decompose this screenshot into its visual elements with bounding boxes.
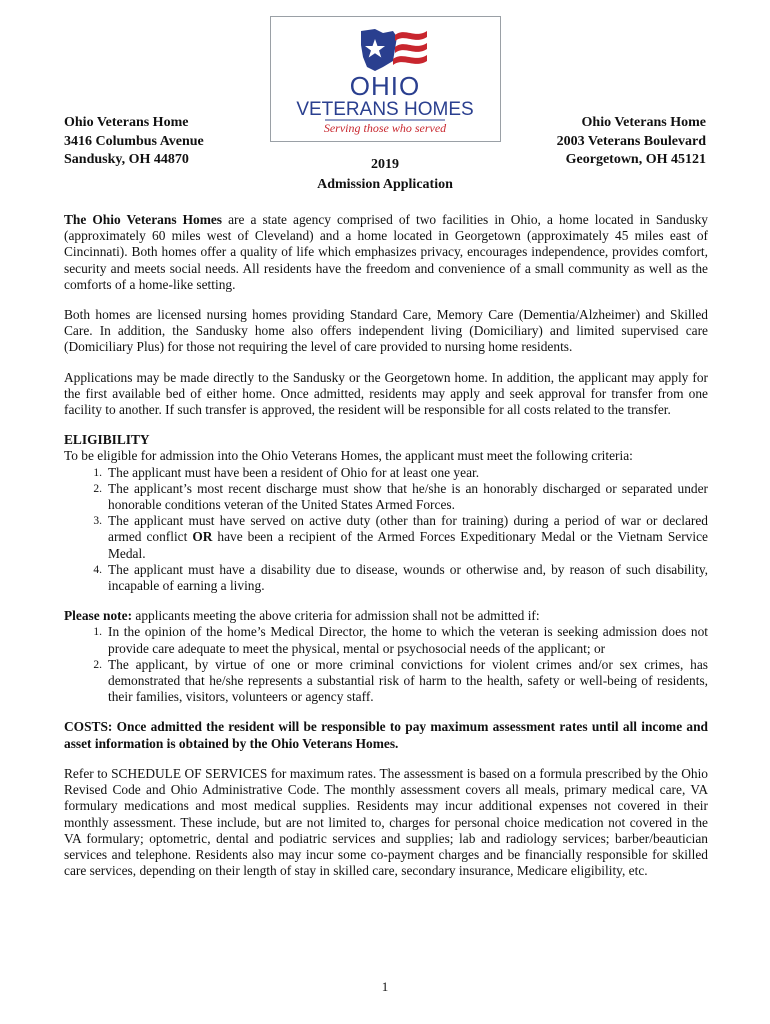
costs-heading: COSTS: Once admitted the resident will be responsible to pay maximum assessment rates until all income and asset information is obtained by the Ohio Veterans Homes. xyxy=(64,719,708,751)
eligibility-intro: To be eligible for admission into the Ohio Veterans Homes, the applicant must meet the following criteria: xyxy=(64,448,633,464)
eligibility-section xyxy=(64,432,708,594)
logo-tagline: Serving those who served xyxy=(323,121,447,135)
list-text: The applicant must have a disability due to disease, wounds or otherwise and, by reason of such disability, incapable of earning a living. xyxy=(108,561,708,594)
page-number: 1 xyxy=(381,979,389,994)
list-item xyxy=(64,657,708,706)
list-text: have been a recipient of the Armed Forces Expeditionary Medal or the Vietnam Service Medal. xyxy=(108,529,708,561)
logo-graphic xyxy=(271,17,499,140)
list-number: 2. xyxy=(93,482,102,495)
address-line: Sandusky, OH 44870 xyxy=(64,152,189,167)
address-line: Ohio Veterans Home xyxy=(581,115,706,130)
logo-line1: OHIO xyxy=(349,71,421,101)
ohio-veterans-homes-logo xyxy=(270,16,501,142)
exclusion-list xyxy=(64,624,708,705)
costs-paragraph: Refer to SCHEDULE OF SERVICES for maximum rates. The assessment is based on a formula prescribed by the Ohio Revised Code and Ohio Administrative Code. The monthly assessment covers all meals, primary medical care, VA formulary medications and most medical supplies. Residents may incur additional expenses not covered in their monthly assessment. These include, but are not limited to, charges for personal choice medication not covered in the VA formulary; optometric, dental and podiatric services and supplies; lab and radiology services; barber/beautician services and telephone. Residents also may incur some co-payment charges and be financially responsible for skilled care services, depending on their length of stay in skilled care, secondary insurance, Medicare eligibility, etc. xyxy=(64,765,708,879)
list-item xyxy=(64,465,708,481)
list-text: The applicant, by virtue of one or more criminal convictions for violent crimes and/or sex crimes, has demonstrated that he/she represents a substantial risk of harm to the health, safety or well-being of residents, their families, visitors, volunteers or agency staff. xyxy=(108,656,708,705)
list-number: 1. xyxy=(93,466,102,479)
list-number: 3. xyxy=(93,515,102,528)
flag-stripe-icon xyxy=(393,55,427,65)
note-label: Please note: xyxy=(64,608,133,624)
list-text: In the opinion of the home’s Medical Director, the home to which the veteran is seeking admission does not provide care adequate to meet the physical, mental or psychosocial needs of the applicant; or xyxy=(108,624,708,656)
logo-line2: VETERANS HOMES xyxy=(296,99,474,120)
intro-paragraph xyxy=(64,212,708,293)
address-line: 2003 Veterans Boulevard xyxy=(556,133,706,149)
list-text: The applicant’s most recent discharge must show that he/she is an honorably discharged or separated under honorable conditions veteran of the United States Armed Forces. xyxy=(108,480,708,513)
eligibility-heading: ELIGIBILITY xyxy=(64,432,150,448)
eligibility-list xyxy=(64,465,708,595)
intro-text: are a state agency comprised of two facilities in Ohio, a home located in Sandusky (approximately 60 miles west of Cleveland) and a home located in Georgetown (approximately 45 miles east of Cincinnati). Both homes offer a quality of life which emphasizes privacy, encourages independence, provides comfort, security and meets social needs. All residents have the freedom and convenience of a small community as well as the comforts of a home-like setting. xyxy=(64,212,708,292)
flag-stripe-icon xyxy=(395,43,427,53)
care-types-paragraph: Both homes are licensed nursing homes providing Standard Care, Memory Care (Dementia/Alzheimer) and Skilled Care. In addition, the Sandusky home also offers independent living (Domiciliary) and limited supervised care (Domiciliary Plus) for those not requiring the level of care provided to nursing home residents. xyxy=(64,307,708,355)
list-number: 4. xyxy=(93,563,102,576)
address-line: Ohio Veterans Home xyxy=(64,115,189,130)
list-number: 1. xyxy=(93,626,102,639)
address-line: Georgetown, OH 45121 xyxy=(565,152,706,167)
application-year: 2019 xyxy=(371,157,399,172)
list-item xyxy=(64,562,708,594)
document-body xyxy=(64,212,708,893)
list-text: The applicant must have served on active duty (other than for training) during a period of war or declared armed conflict xyxy=(108,513,708,545)
note-intro-line xyxy=(64,608,708,624)
list-item xyxy=(64,513,708,562)
note-intro: applicants meeting the above criteria for admission shall not be admitted if: xyxy=(132,608,540,624)
please-note-section xyxy=(64,608,708,705)
list-item xyxy=(64,481,708,513)
application-heading xyxy=(0,155,770,195)
intro-lead: The Ohio Veterans Homes xyxy=(64,212,223,227)
application-title: Admission Application xyxy=(317,177,453,192)
list-number: 2. xyxy=(93,658,102,671)
list-text-emphasis: OR xyxy=(192,529,213,545)
flag-stripe-icon xyxy=(395,31,427,41)
applications-paragraph: Applications may be made directly to the Sandusky or the Georgetown home. In addition, the applicant may apply for the first available bed of either home. Once admitted, residents may apply and seek approval for transfer from one facility to another. If such transfer is approved, the resident will be responsible for all costs related to the transfer. xyxy=(64,369,708,418)
address-line: 3416 Columbus Avenue xyxy=(64,133,204,149)
list-item xyxy=(64,624,708,656)
list-text: The applicant must have been a resident of Ohio for at least one year. xyxy=(108,464,480,480)
